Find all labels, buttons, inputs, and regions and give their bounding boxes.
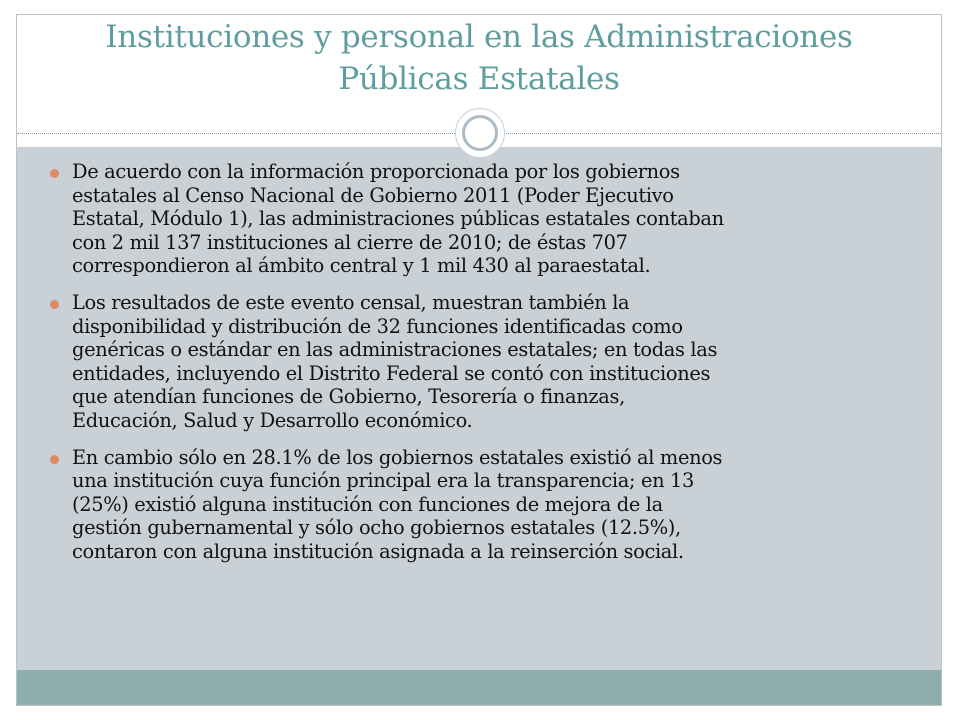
slide-title-line-2: Públicas Estatales (338, 61, 620, 97)
bullet-line: Educación, Salud y Desarrollo económico. (72, 408, 473, 432)
bullet-line: Estatal, Módulo 1), las administraciones públicas estatales contaban (72, 207, 724, 231)
bullet-list (50, 160, 920, 577)
bullet-line: estatales al Censo Nacional de Gobierno 2011 (Poder Ejecutivo (72, 183, 674, 207)
double-circle-icon (455, 108, 505, 158)
slide-title-line-1: Instituciones y personal en las Administraciones (105, 19, 853, 55)
bullet-line: En cambio sólo en 28.1% de los gobiernos estatales existió al menos (72, 445, 723, 469)
bullet-line: contaron con alguna institución asignada a la reinserción social. (72, 539, 684, 563)
bullet-item (50, 291, 920, 433)
bullet-dot-icon (50, 300, 59, 309)
bullet-line: entidades, incluyendo el Distrito Federal se contó con instituciones (72, 361, 711, 385)
bullet-line: que atendían funciones de Gobierno, Tesorería o finanzas, (72, 385, 625, 409)
slide-title (16, 16, 942, 100)
bullet-line: genéricas o estándar en las administraciones estatales; en todas las (72, 338, 718, 362)
bullet-line: De acuerdo con la información proporcionada por los gobiernos (72, 160, 680, 183)
bullet-line: (25%) existió alguna institución con funciones de mejora de la (72, 492, 663, 516)
bullet-line: correspondieron al ámbito central y 1 mil 430 al paraestatal. (72, 254, 651, 278)
bullet-line: disponibilidad y distribución de 32 funciones identificadas como (72, 314, 683, 338)
bullet-item (50, 160, 920, 278)
double-circle-inner-ring (462, 115, 498, 151)
bullet-item (50, 446, 920, 564)
bullet-dot-icon (50, 455, 59, 464)
bullet-line: con 2 mil 137 instituciones al cierre de 2010; de éstas 707 (72, 230, 628, 254)
bullet-line: gestión gubernamental y sólo ocho gobiernos estatales (12.5%), (72, 516, 681, 540)
bullet-line: Los resultados de este evento censal, muestran también la (72, 290, 630, 314)
bullet-dot-icon (50, 169, 59, 178)
bullet-line: una institución cuya función principal era la transparencia; en 13 (72, 469, 695, 493)
footer-bar (17, 670, 941, 705)
